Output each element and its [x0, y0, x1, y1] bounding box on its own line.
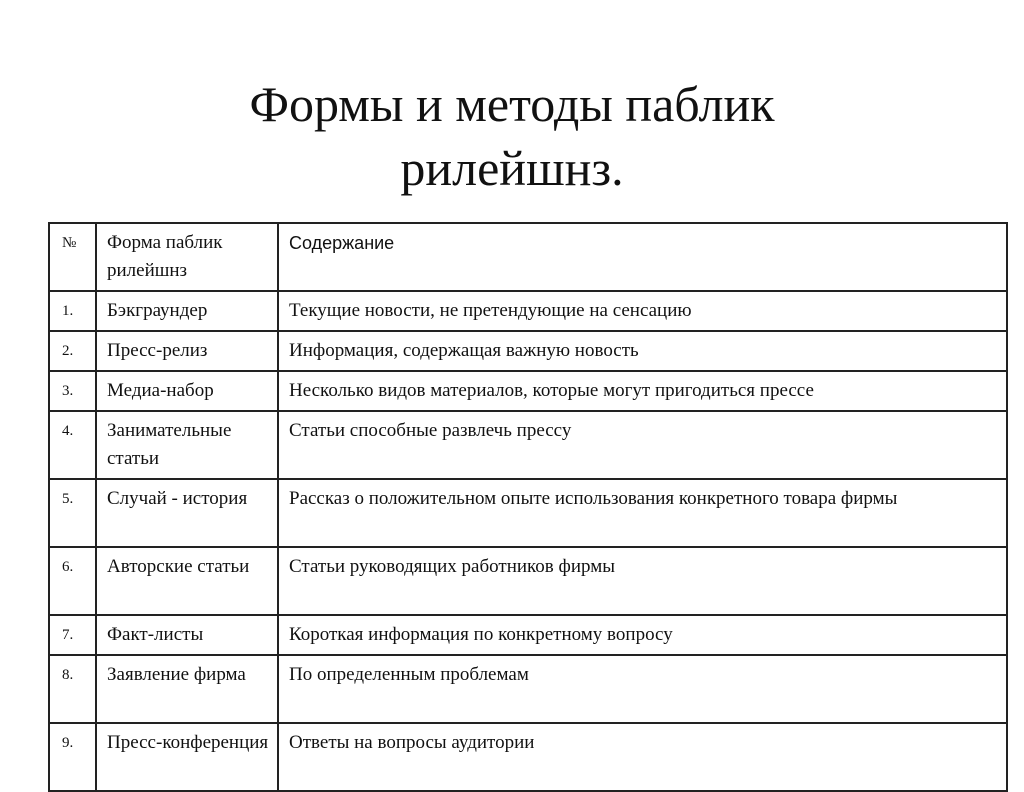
row-form: Случай - история — [96, 479, 278, 547]
row-form: Авторские статьи — [96, 547, 278, 615]
table-header-row — [49, 223, 1007, 291]
row-number: 7. — [49, 615, 96, 655]
table-row — [49, 479, 1007, 547]
row-content: Несколько видов материалов, которые могут пригодиться прессе — [278, 371, 1007, 411]
row-content: Короткая информация по конкретному вопросу — [278, 615, 1007, 655]
table-row — [49, 615, 1007, 655]
header-number: № — [49, 223, 96, 291]
row-form: Заявление фирма — [96, 655, 278, 723]
row-form: Пресс-релиз — [96, 331, 278, 371]
table-row — [49, 655, 1007, 723]
row-number: 9. — [49, 723, 96, 791]
row-number: 8. — [49, 655, 96, 723]
row-number: 6. — [49, 547, 96, 615]
page-title — [0, 72, 1024, 200]
table-row — [49, 723, 1007, 791]
row-form: Занимательные статьи — [96, 411, 278, 479]
pr-forms-table — [48, 222, 1008, 792]
page-title-line-2: рилейшнз. — [400, 140, 624, 196]
row-content: Рассказ о положительном опыте использования конкретного товара фирмы — [278, 479, 1007, 547]
table-row — [49, 411, 1007, 479]
row-number: 5. — [49, 479, 96, 547]
table-row — [49, 291, 1007, 331]
row-content: Ответы на вопросы аудитории — [278, 723, 1007, 791]
header-content: Содержание — [278, 223, 1007, 291]
row-content: Информация, содержащая важную новость — [278, 331, 1007, 371]
row-number: 1. — [49, 291, 96, 331]
row-form: Пресс-конференция — [96, 723, 278, 791]
row-form: Бэкграундер — [96, 291, 278, 331]
row-content: Статьи способные развлечь прессу — [278, 411, 1007, 479]
row-content: Статьи руководящих работников фирмы — [278, 547, 1007, 615]
row-number: 3. — [49, 371, 96, 411]
page-title-line-1: Формы и методы паблик — [249, 76, 775, 132]
row-content: Текущие новости, не претендующие на сенсацию — [278, 291, 1007, 331]
row-form: Факт-листы — [96, 615, 278, 655]
row-number: 2. — [49, 331, 96, 371]
table-row — [49, 371, 1007, 411]
row-form: Медиа-набор — [96, 371, 278, 411]
table-row — [49, 331, 1007, 371]
row-number: 4. — [49, 411, 96, 479]
header-form: Форма паблик рилейшнз — [96, 223, 278, 291]
table-row — [49, 547, 1007, 615]
row-content: По определенным проблемам — [278, 655, 1007, 723]
